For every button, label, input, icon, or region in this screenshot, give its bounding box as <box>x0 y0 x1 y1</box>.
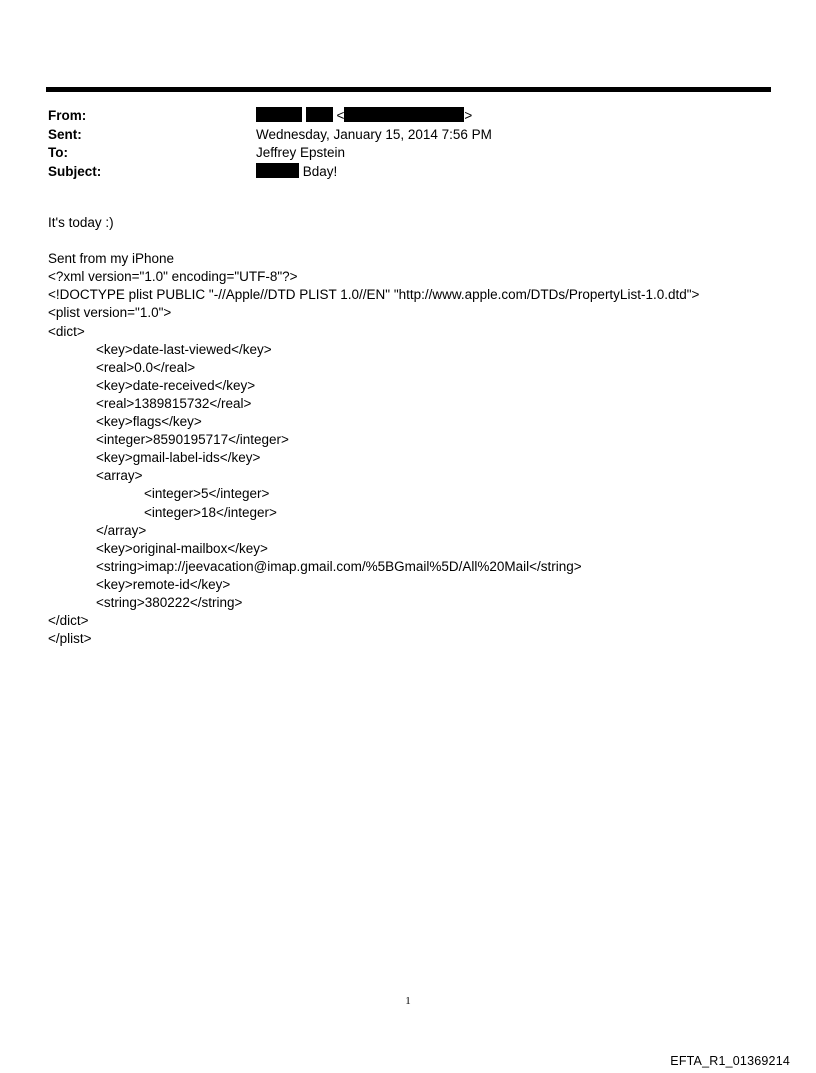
from-row <box>48 107 768 126</box>
body-spacer <box>48 232 788 250</box>
body-line: <dict> <box>48 323 85 339</box>
redaction-block <box>344 107 464 122</box>
body-line: <plist version="1.0"> <box>48 305 172 321</box>
subject-text: Bday! <box>302 163 338 179</box>
body-line: It's today :) <box>48 215 114 230</box>
redaction-block <box>256 107 302 122</box>
body-line: <integer>5</integer> <box>144 486 270 502</box>
body-line: <key>remote-id</key> <box>96 576 231 592</box>
body-line: <real>0.0</real> <box>96 359 196 375</box>
body-line: <key>original-mailbox</key> <box>96 540 268 556</box>
body-line: <integer>8590195717</integer> <box>96 432 289 448</box>
body-line: Sent from my iPhone <box>48 251 175 267</box>
header-rule <box>46 87 771 92</box>
to-label: To: <box>48 145 68 160</box>
body-line: <key>date-last-viewed</key> <box>96 341 272 357</box>
body-line: <string>imap://jeevacation@imap.gmail.com/%5BGmail%5D/All%20Mail</string> <box>96 558 582 574</box>
subject-row <box>48 163 768 182</box>
body-line: <key>date-received</key> <box>96 377 256 393</box>
body-line: <!DOCTYPE plist PUBLIC "-//Apple//DTD PLIST 1.0//EN" "http://www.apple.com/DTDs/PropertyList-1.0.dtd"> <box>48 287 700 303</box>
from-bracket-open: < <box>336 108 345 123</box>
to-row <box>48 144 768 163</box>
email-body <box>48 214 788 648</box>
body-line: <?xml version="1.0" encoding="UTF-8"?> <box>48 269 298 285</box>
sent-value: Wednesday, January 15, 2014 7:56 PM <box>256 126 492 142</box>
page-number: 1 <box>405 995 411 1007</box>
email-header <box>48 107 768 181</box>
body-line: <key>flags</key> <box>96 414 202 430</box>
body-line: <key>gmail-label-ids</key> <box>96 450 261 466</box>
document-id: EFTA_R1_01369214 <box>670 1054 790 1068</box>
sent-label: Sent: <box>48 126 82 142</box>
to-value: Jeffrey Epstein <box>256 145 346 160</box>
subject-value <box>256 163 337 182</box>
redaction-block <box>256 163 299 178</box>
body-line: </array> <box>96 522 147 538</box>
sent-row <box>48 126 768 145</box>
from-bracket-close: > <box>464 108 473 123</box>
subject-label: Subject: <box>48 163 102 179</box>
body-line: <real>1389815732</real> <box>96 395 252 411</box>
body-line: <array> <box>96 468 143 484</box>
body-line: </dict> <box>48 613 89 629</box>
body-line: </plist> <box>48 631 92 647</box>
redaction-block <box>306 107 333 122</box>
body-line: <integer>18</integer> <box>144 504 277 520</box>
from-value <box>256 107 472 126</box>
from-label: From: <box>48 108 87 123</box>
body-line: <string>380222</string> <box>96 594 243 610</box>
